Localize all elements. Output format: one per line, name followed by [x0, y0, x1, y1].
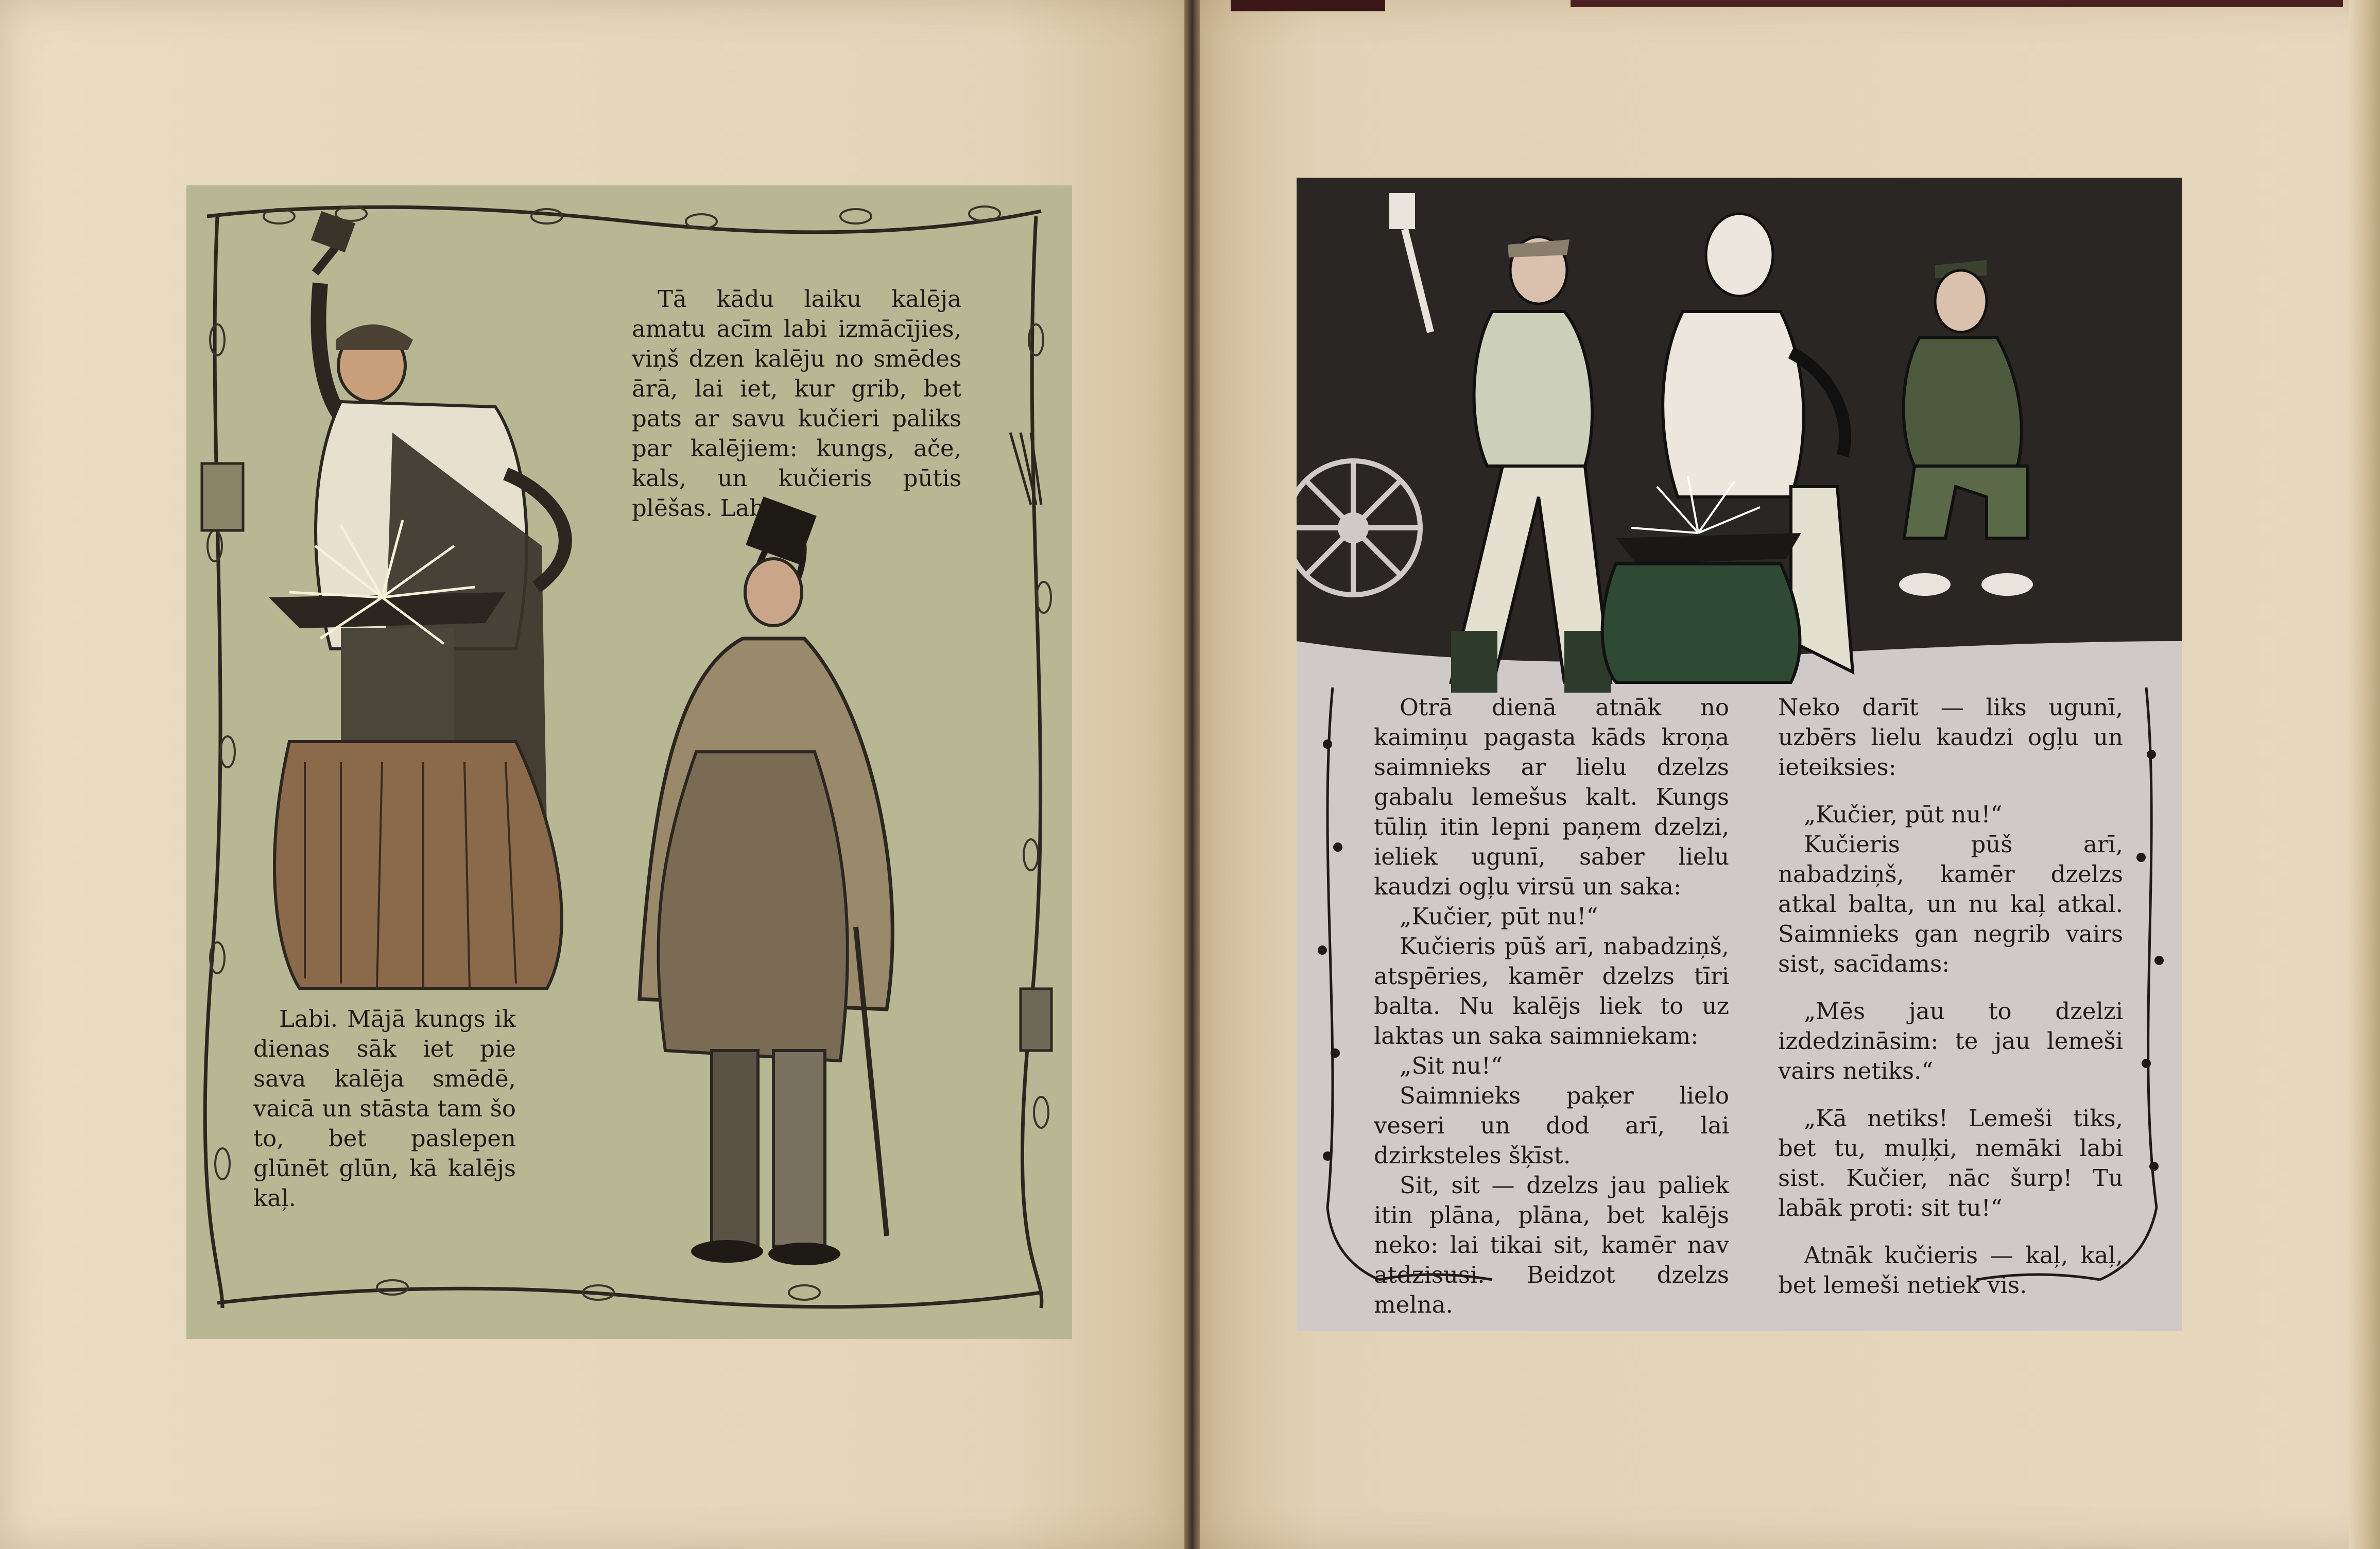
paragraph-text: Kučieris pūš arī, nabadziņš, atspēries, kamēr dzelzs tīri balta. Nu kalējs liek to uz laktas un saka saimniekam: — [1374, 933, 1729, 1049]
paragraph-text: Kučieris pūš arī, nabadziņš, kamēr dzelzs atkal balta, un nu kaļ atkal. Saimnieks gan negrib vairs sist, sacīdams: — [1778, 831, 2123, 977]
illustration-plate-left — [186, 185, 1072, 1339]
paragraph-text: „Sit nu!“ — [1400, 1052, 1503, 1079]
paragraph-text: Labi. Mājā kungs ik dienas sāk iet pie sava kalēja smēdē, vaicā un stāsta tam šo to, bet paslepen glūnēt glūn, kā kalējs kaļ. — [253, 1005, 516, 1212]
paragraph-text: Sit, sit — dzelzs jau paliek itin plāna, plāna, bet kalējs neko: lai tikai sit, kamēr nav atdzisusi. Beidzot dzelzs melna. — [1374, 1172, 1729, 1318]
story-paragraph-top — [632, 284, 961, 523]
story-paragraph-bottom — [253, 1004, 516, 1213]
paragraph-text: „Kā netiks! Lemeši tiks, bet tu, muļķi, nemāki labi sist. Kučier, nāc šurp! Tu labāk proti: sit tu!“ — [1778, 1105, 2123, 1221]
story-column-1 — [1374, 693, 1729, 1320]
story-column-2 — [1778, 693, 2123, 1300]
binding-band — [1231, 0, 1385, 11]
binding-band — [1571, 0, 2343, 7]
paragraph-text: „Kučier, pūt nu!“ — [1400, 903, 1598, 930]
illustration-plate-right — [1297, 178, 2182, 1331]
gentleman-figure — [640, 496, 892, 1265]
paragraph-text: Saimnieks paķer lielo veseri un dod arī, lai dzirksteles šķīst. — [1374, 1082, 1729, 1169]
paragraph-text: „Kučier, pūt nu!“ — [1804, 801, 2003, 828]
paragraph-text: Otrā dienā atnāk no kaimiņu pagasta kāds kroņa saimnieks ar lielu dzelzs gabalu lemešus kalt. Kungs tūliņ itin lepni paņem dzelzi, ieliek ugunī, saber lielu kaudzi ogļu virsū un saka: — [1374, 694, 1729, 900]
paragraph-text: Atnāk kučieris — kaļ, kaļ, bet lemeši netiek vis. — [1778, 1242, 2123, 1299]
book-gutter — [1184, 0, 1200, 1549]
paragraph-text: „Mēs jau to dzelzi izdedzināsim: te jau lemeši vairs netiks.“ — [1778, 997, 2123, 1085]
page-edge — [2349, 0, 2380, 1549]
paragraph-text: Tā kādu laiku kalēja amatu acīm labi izmācījies, viņš dzen kalēju no smēdes ārā, lai iet, kur grib, bet pats ar savu kučieri paliks par kalējiem: kungs, ače, kals, un kučieris pūtis plēšas. Labi. — [632, 285, 961, 522]
paragraph-text: Neko darīt — liks ugunī, uzbērs lielu kaudzi ogļu un ieteiksies: — [1778, 694, 2123, 781]
